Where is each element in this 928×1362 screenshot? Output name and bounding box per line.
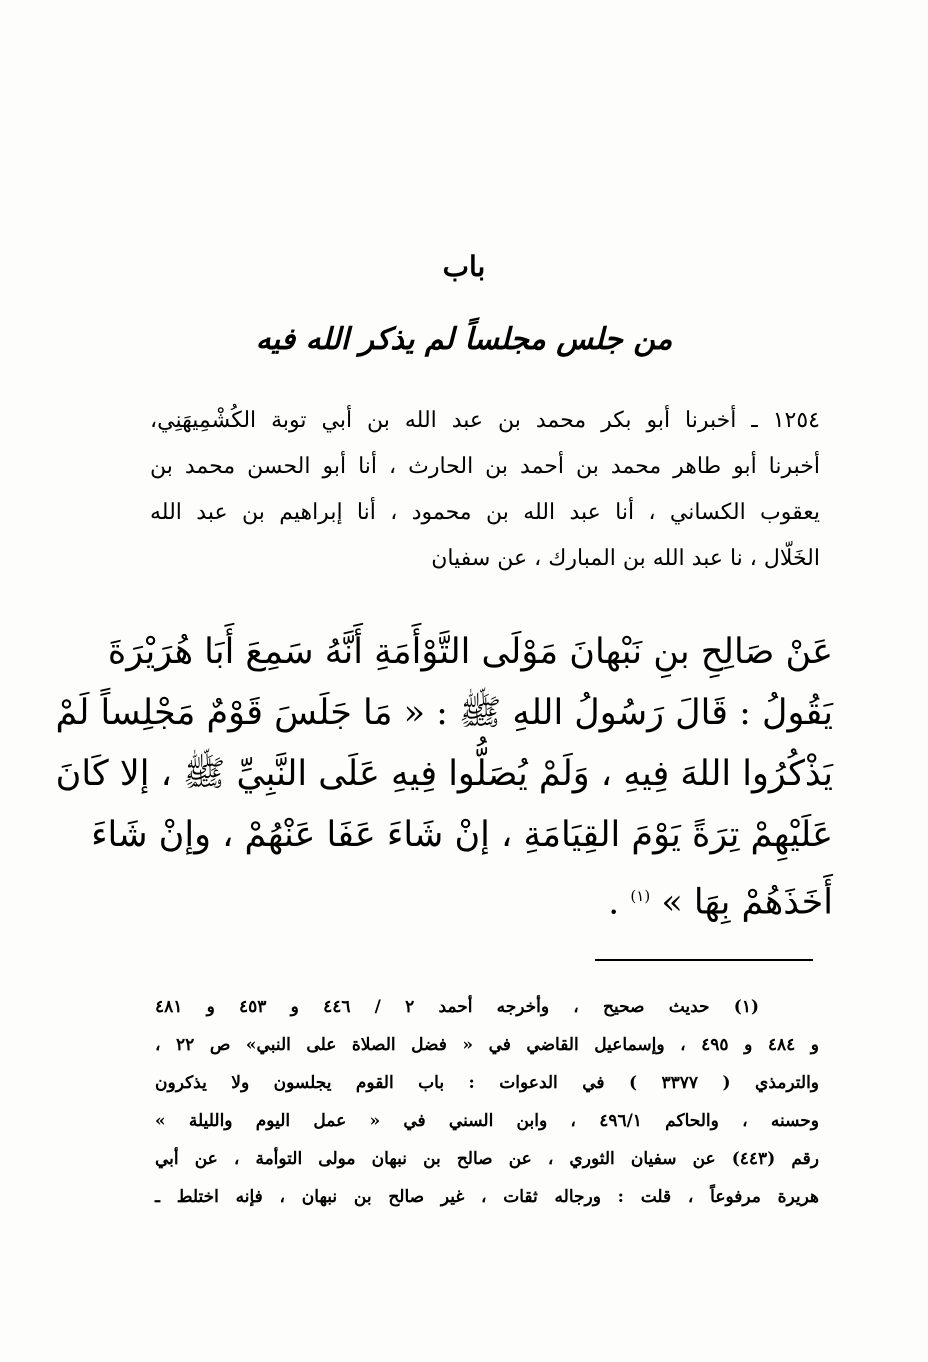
footnotes-block — [155, 988, 819, 1216]
hadith-line: يَقُولُ : قَالَ رَسُولُ اللهِ ﷺ : « مَا جَلَسَ قَوْمٌ مَجْلِساً لَمْ — [55, 693, 833, 733]
hadith-line: عَلَيْهِمْ تِرَةً يَوْمَ القِيَامَةِ ، إنْ شَاءَ عَفَا عَنْهُمْ ، وإنْ شَاءَ — [91, 815, 833, 855]
hadith-line: أَخَذَهُمْ بِهَا » — [661, 882, 833, 923]
footnote-line: وحسنه ، والحاكم ٤٩٦/١ ، وابن السني في « عمل اليوم والليلة » — [155, 1111, 819, 1131]
isnad-block — [150, 398, 820, 582]
footnote-line: والترمذي ( ٣٣٧٧ ) في الدعوات : باب القوم يجلسون ولا يذكرون — [155, 1073, 819, 1093]
hadith-line: عَنْ صَالِحِ بنِ نَبْهانَ مَوْلَى التَّوْأَمَةِ أَنَّهُ سَمِعَ أَبَا هُرَيْرَةَ — [107, 632, 833, 672]
footnote-line: (١) حديث صحيح ، وأخرجه أحمد ٢ / ٤٤٦ و ٤٥٣ و ٤٨١ — [155, 997, 759, 1017]
footnote-line: و ٤٨٤ و ٤٩٥ ، وإسماعيل القاضي في « فضل الصلاة على النبي» ص ٢٢ ، — [155, 1035, 819, 1055]
chapter-label: باب — [442, 250, 486, 283]
footnote-marker: (١) — [630, 887, 651, 905]
hadith-line: يَذْكُرُوا اللهَ فِيهِ ، وَلَمْ يُصَلُّوا فِيهِ عَلَى النَّبِيِّ ﷺ ، إلا كَانَ — [55, 754, 833, 794]
isnad-line: يعقوب الكساني ، أنا عبد الله بن محمود ، أنا إبراهيم بن عبد الله — [150, 500, 820, 525]
hadith-text — [55, 622, 833, 934]
chapter-title: من جلس مجلساً لم يذكر الله فيه — [255, 322, 673, 357]
isnad-line: ١٢٥٤ ـ أخبرنا أبو بكر محمد بن عبد الله بن أبي توبة الكُشْمِيهَنِي، — [150, 408, 820, 433]
hadith-last-line: أَخَذَهُمْ بِهَا » $^{(١)}$ . — [608, 882, 833, 923]
footnote-divider — [595, 959, 813, 961]
isnad-line: الخَلّال ، نا عبد الله بن المبارك ، عن سفيان — [431, 546, 820, 571]
footnote-line: رقم (٤٤٣) عن سفيان الثوري ، عن صالح بن نبهان مولى التوأمة ، عن أبي — [155, 1149, 819, 1169]
isnad-line: أخبرنا أبو طاهر محمد بن أحمد بن الحارث ، أنا أبو الحسن محمد بن — [150, 454, 820, 479]
footnote-line: هريرة مرفوعاً ، قلت : ورجاله ثقات ، غير صالح بن نبهان ، فإنه اختلط ـ — [155, 1187, 819, 1207]
